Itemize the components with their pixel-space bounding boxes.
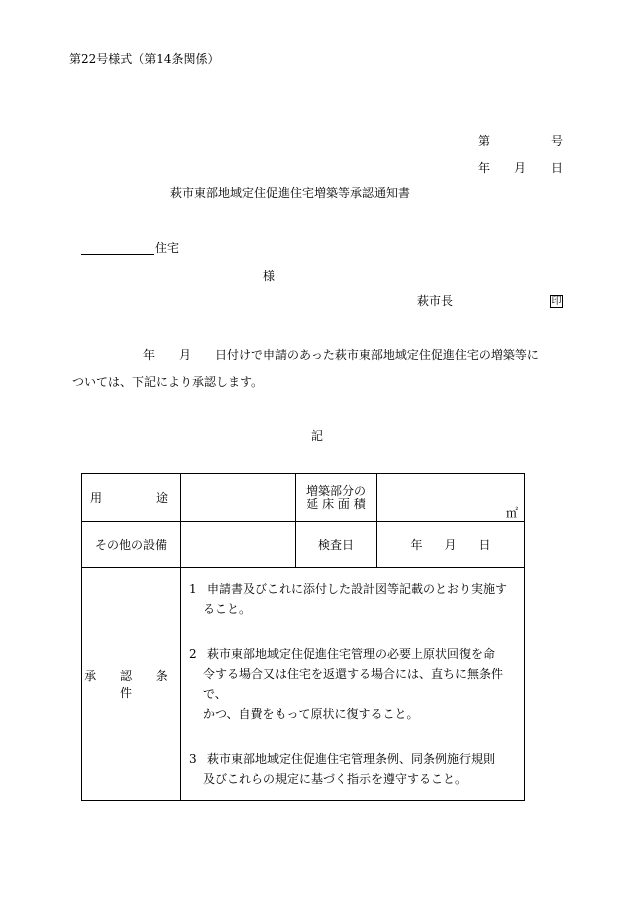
use-label-cell <box>82 474 181 522</box>
document-title: 萩市東部地域定住促進住宅増築等承認通知書 <box>170 186 411 200</box>
area-unit: ㎡ <box>505 506 518 520</box>
use-value-cell <box>181 474 296 522</box>
date-month: 月 <box>514 161 527 175</box>
date-year: 年 <box>478 161 491 175</box>
condition-item <box>189 644 518 724</box>
doc-number-suffix: 号 <box>551 134 564 148</box>
other-equipment-value <box>181 522 296 568</box>
condition-item <box>189 749 518 789</box>
recipient-suffix: 住宅 <box>155 241 180 255</box>
conditions-label: 承 認 条 件 <box>82 568 181 801</box>
approval-table <box>81 473 525 801</box>
table-row <box>82 474 525 522</box>
seal-mark: 印 <box>551 296 562 307</box>
ki-heading: 記 <box>311 429 324 443</box>
doc-number-prefix: 第 <box>478 134 491 148</box>
area-label-cell <box>296 474 377 522</box>
condition-text: 萩市東部地域定住促進住宅管理の必要上原状回復を命 <box>207 647 496 661</box>
form-number: 第22号様式（第14条関係） <box>69 52 220 66</box>
table-row <box>82 522 525 568</box>
condition-text: 申請書及びこれに添付した設計図等記載のとおり実施す <box>207 582 508 596</box>
date-day: 日 <box>551 161 564 175</box>
body-line-1 <box>143 349 539 361</box>
condition-number: 3 <box>189 752 197 766</box>
body-year: 年 <box>143 348 156 362</box>
conditions-cell <box>181 568 525 801</box>
condition-item <box>189 579 518 619</box>
area-value-cell <box>377 474 525 522</box>
other-equipment-label: その他の設備 <box>82 522 181 568</box>
condition-text: 令する場合又は住宅を返還する場合には、直ちに無条件で、 <box>203 667 504 701</box>
area-label-line2: 延 床 面 積 <box>306 496 366 511</box>
condition-text: 及びこれらの規定に基づく指示を遵守すること。 <box>203 772 468 786</box>
inspection-year: 年 <box>410 538 423 552</box>
body-month: 月 <box>179 348 192 362</box>
inspection-label: 検査日 <box>296 522 377 568</box>
inspection-month: 月 <box>444 538 457 552</box>
condition-text: ること。 <box>203 602 252 616</box>
body-line-2: ついては、下記により承認します。 <box>72 375 264 389</box>
recipient-blank-line <box>81 254 154 255</box>
condition-text: かつ、自費をもって原状に復すること。 <box>203 707 419 721</box>
inspection-date-cell <box>377 522 525 568</box>
body-line1-rest: 日付けで申請のあった萩市東部地域定住促進住宅の増築等に <box>215 348 539 362</box>
condition-text: 萩市東部地域定住促進住宅管理条例、同条例施行規則 <box>207 752 496 766</box>
recipient-honorific: 様 <box>263 269 276 283</box>
table-row <box>82 568 525 801</box>
condition-number: 2 <box>189 647 197 661</box>
condition-number: 1 <box>189 582 197 596</box>
use-label-1: 用 <box>90 491 103 505</box>
issuer-name: 萩市長 <box>417 294 454 308</box>
inspection-day: 日 <box>478 538 491 552</box>
use-label-2: 途 <box>155 491 168 505</box>
area-label-line1: 増築部分の <box>305 483 366 498</box>
